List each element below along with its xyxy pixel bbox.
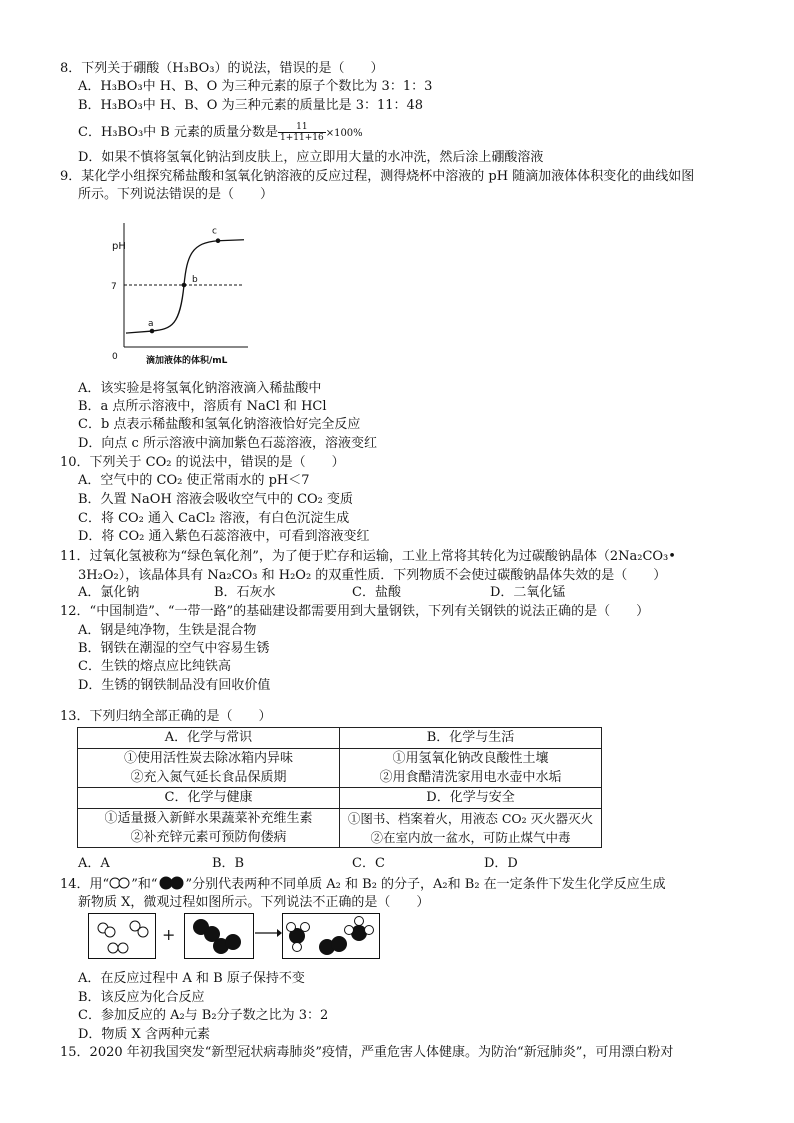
x-axis-label: 滴加液体的体积/mL xyxy=(146,356,228,366)
q13-cell-c-header: C．化学与健康 xyxy=(78,788,340,809)
q14-option-a: A．在反应过程中 A 和 B 原子保持不变 xyxy=(78,971,305,986)
q9-stem-line1: 9．某化学小组探究稀盐酸和氢氧化钠溶液的反应过程，测得烧杯中溶液的 pH 随滴加液体体积变化的曲线如图 xyxy=(60,169,695,184)
q13-table xyxy=(77,727,602,848)
q12-option-d: D．生锈的钢铁制品没有回收价值 xyxy=(78,678,271,693)
q14-stem-part1: 14．用“ xyxy=(60,877,110,892)
q13-answers xyxy=(78,855,618,873)
y-axis-label: pH xyxy=(112,241,126,252)
q8-option-c-text: C．H₃BO₃中 B 元素的质量分数是 xyxy=(78,125,278,140)
origin-label: 0 xyxy=(112,352,118,362)
ph-titration-chart xyxy=(108,215,258,375)
q13-stem: 13．下列归纳全部正确的是（ ） xyxy=(60,709,272,724)
q13-option-b: B．B xyxy=(212,856,245,871)
q8-fraction-denominator: 1+11+16 xyxy=(279,133,324,143)
q9-option-b: B．a 点所示溶液中，溶质有 NaCl 和 HCl xyxy=(78,399,327,414)
point-b-label: b xyxy=(192,275,198,285)
reaction-arrow-icon xyxy=(254,927,282,939)
q8-option-a: A．H₃BO₃中 H、B、O 为三种元素的原子个数比为 3：1：3 xyxy=(78,79,433,94)
q8-fraction-numerator: 11 xyxy=(296,122,308,132)
q10-stem: 10．下列关于 CO₂ 的说法中，错误的是（ ） xyxy=(60,455,345,470)
q13-cell-a-body: ①使用活性炭去除冰箱内异味 ②充入氮气延长食品保质期 xyxy=(78,749,340,788)
q11-option-d: D．二氧化锰 xyxy=(490,585,566,600)
q8-option-d: D．如果不慎将氢氧化钠沾到皮肤上，应立即用大量的水冲洗，然后涂上硼酸溶液 xyxy=(78,150,544,165)
q15-stem-line1: 15．2020 年初我国突发“新型冠状病毒肺炎”疫情，严重危害人体健康。为防治“新冠肺炎”，可用漂白粉对 xyxy=(60,1045,674,1060)
q13-cell-c-body: ①适量摄入新鲜水果蔬菜补充维生素 ②补充锌元素可预防佝偻病 xyxy=(78,809,340,848)
q13-option-d: D．D xyxy=(484,856,518,871)
q13-option-c: C．C xyxy=(352,856,385,871)
q13-cell-d-body: ①图书、档案着火，用液态 CO₂ 灭火器灭火 ②在室内放一盆水，可防止煤气中毒 xyxy=(340,809,602,848)
q11-option-b: B．石灰水 xyxy=(214,585,276,600)
q11-option-a: A．氯化钠 xyxy=(78,585,140,600)
q12-option-b: B．钢铁在潮湿的空气中容易生锈 xyxy=(78,641,270,656)
a2-molecules-icon xyxy=(89,914,155,958)
product-molecules-icon xyxy=(283,914,379,958)
a2-molecule-icon xyxy=(109,877,131,889)
q10-option-c: C．将 CO₂ 通入 CaCl₂ 溶液，有白色沉淀生成 xyxy=(78,511,350,526)
q12-option-a: A．钢是纯净物，生铁是混合物 xyxy=(78,623,257,638)
b2-molecule-icon xyxy=(158,876,186,890)
q10-option-d: D．将 CO₂ 通入紫色石蕊溶液中，可看到溶液变红 xyxy=(78,529,370,544)
q14-stem-line1 xyxy=(60,876,666,894)
q8-option-b: B．H₃BO₃中 H、B、O 为三种元素的质量比是 3：11：48 xyxy=(78,98,424,113)
q14-option-b: B．该反应为化合反应 xyxy=(78,990,205,1005)
reactant-b2-box xyxy=(184,913,254,959)
q14-stem-line2: 新物质 X，微观过程如图所示。下列说法不正确的是（ ） xyxy=(78,895,430,910)
point-a-label: a xyxy=(148,319,154,330)
b2-molecules-icon xyxy=(185,914,253,958)
point-b xyxy=(182,283,187,288)
point-c xyxy=(216,238,221,243)
q10-option-a: A．空气中的 CO₂ 使正常雨水的 pH＜7 xyxy=(78,473,310,488)
q8-option-c xyxy=(78,122,363,143)
q14-option-c: C．参加反应的 A₂与 B₂分子数之比为 3：2 xyxy=(78,1008,329,1023)
q13-option-a: A．A xyxy=(78,856,110,871)
q12-stem: 12．“中国制造”、“一带一路”的基础建设都需要用到大量钢铁，下列有关钢铁的说法正确的是（ ） xyxy=(60,604,650,619)
q13-cell-b-body: ①用氢氧化钠改良酸性土壤 ②用食醋清洗家用电水壶中水垢 xyxy=(340,749,602,788)
q11-option-c: C．盐酸 xyxy=(352,585,401,600)
q8-fraction xyxy=(278,122,326,143)
q9-stem-line2: 所示。下列说法错误的是（ ） xyxy=(78,187,274,202)
q9-option-a: A．该实验是将氢氧化钠溶液滴入稀盐酸中 xyxy=(78,381,322,396)
point-c-label: c xyxy=(212,226,217,237)
q12-option-c: C．生铁的熔点应比纯铁高 xyxy=(78,659,231,674)
q14-option-d: D．物质 X 含两种元素 xyxy=(78,1027,210,1042)
q14-stem-part3: ”分别代表两种不同单质 A₂ 和 B₂ 的分子，A₂和 B₂ 在一定条件下发生化学反应生成 xyxy=(185,877,666,892)
q11-stem-line1: 11．过氧化氢被称为“绿色氧化剂”，为了便于贮存和运输，工业上常将其转化为过碳酸钠晶体（2Na₂CO₃• xyxy=(60,549,676,564)
q9-option-d: D．向点 c 所示溶液中滴加紫色石蕊溶液，溶液变红 xyxy=(78,436,377,451)
q13-cell-d-header: D．化学与安全 xyxy=(340,788,602,809)
q13-cell-b-header: B．化学与生活 xyxy=(340,728,602,749)
q9-option-c: C．b 点表示稀盐酸和氢氧化钠溶液恰好完全反应 xyxy=(78,417,361,432)
product-box xyxy=(282,913,380,959)
plus-sign: + xyxy=(162,925,176,944)
q11-stem-line2: 3H₂O₂），该晶体具有 Na₂CO₃ 和 H₂O₂ 的双重性质．下列物质不会使过碳酸钠晶体失效的是（ ） xyxy=(78,568,667,583)
q14-stem-part2: ”和“ xyxy=(131,877,158,892)
q8-option-c-suffix: ×100% xyxy=(325,128,363,139)
q8-stem: 8．下列关于硼酸（H₃BO₃）的说法，错误的是（ ） xyxy=(60,61,384,76)
ph7-tick-label: 7 xyxy=(111,282,117,292)
reactant-a2-box xyxy=(88,913,156,959)
point-a xyxy=(150,329,155,334)
q10-option-b: B．久置 NaOH 溶液会吸收空气中的 CO₂ 变质 xyxy=(78,492,354,507)
q13-cell-a-header: A．化学与常识 xyxy=(78,728,340,749)
